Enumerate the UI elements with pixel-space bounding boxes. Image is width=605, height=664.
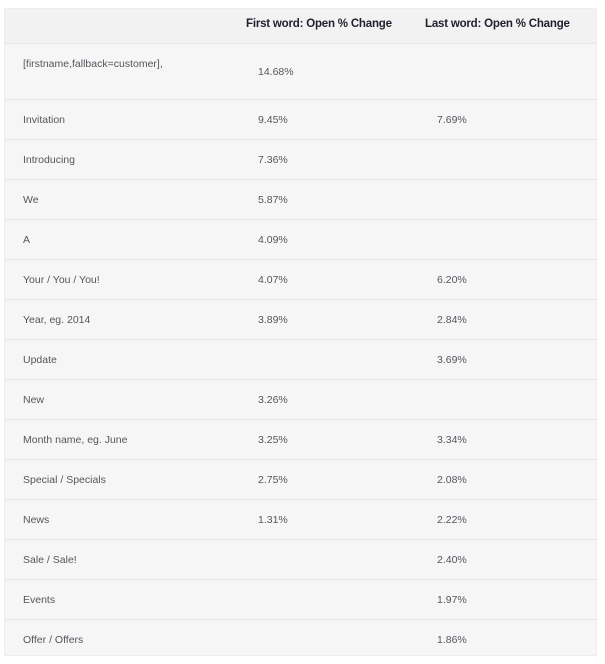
last-word-column-header: Last word: Open % Change [425, 18, 570, 30]
word-cell: A [23, 234, 31, 246]
word-cell: Events [23, 594, 56, 606]
first-word-change-cell: 4.07% [258, 274, 288, 286]
first-word-change-cell: 3.26% [258, 394, 288, 406]
table-row [5, 260, 596, 300]
table-row [5, 100, 596, 140]
table-row [5, 140, 596, 180]
last-word-change-cell: 3.34% [437, 434, 467, 446]
word-cell: Invitation [23, 114, 66, 126]
table-row [5, 340, 596, 380]
first-word-column-header: First word: Open % Change [246, 18, 392, 30]
last-word-change-cell: 2.84% [437, 314, 467, 326]
table-row [5, 420, 596, 460]
word-cell: Year, eg. 2014 [23, 314, 91, 326]
word-cell: Update [23, 354, 57, 366]
last-word-change-cell: 2.08% [437, 474, 467, 486]
word-cell: Sale / Sale! [23, 554, 77, 566]
word-cell: Offer / Offers [23, 634, 84, 646]
word-cell: Your / You / You! [23, 274, 100, 286]
first-word-change-cell: 5.87% [258, 194, 288, 206]
first-word-change-cell: 14.68% [258, 66, 294, 78]
first-word-change-cell: 3.89% [258, 314, 288, 326]
last-word-change-cell: 1.97% [437, 594, 467, 606]
word-cell: News [23, 514, 50, 526]
last-word-change-cell: 3.69% [437, 354, 467, 366]
word-cell: Month name, eg. June [23, 434, 128, 446]
word-cell: [firstname,fallback=customer], [23, 58, 163, 70]
last-word-change-cell: 7.69% [437, 114, 467, 126]
table-header [5, 9, 596, 44]
table-row [5, 220, 596, 260]
table-row [5, 620, 596, 660]
first-word-change-cell: 3.25% [258, 434, 288, 446]
table-row [5, 180, 596, 220]
first-word-change-cell: 1.31% [258, 514, 288, 526]
table-row [5, 500, 596, 540]
table-row [5, 300, 596, 340]
table-row [5, 580, 596, 620]
word-cell: Introducing [23, 154, 75, 166]
word-cell: We [23, 194, 39, 206]
table-row [5, 380, 596, 420]
table-row [5, 460, 596, 500]
first-word-change-cell: 9.45% [258, 114, 288, 126]
last-word-change-cell: 2.40% [437, 554, 467, 566]
table-row [5, 540, 596, 580]
first-word-change-cell: 2.75% [258, 474, 288, 486]
table-row [5, 44, 596, 100]
first-word-change-cell: 4.09% [258, 234, 288, 246]
first-word-change-cell: 7.36% [258, 154, 288, 166]
table-body [5, 44, 596, 660]
last-word-change-cell: 1.86% [437, 634, 467, 646]
word-cell: Special / Specials [23, 474, 106, 486]
last-word-change-cell: 6.20% [437, 274, 467, 286]
last-word-change-cell: 2.22% [437, 514, 467, 526]
open-rate-table [4, 8, 597, 656]
word-cell: New [23, 394, 45, 406]
